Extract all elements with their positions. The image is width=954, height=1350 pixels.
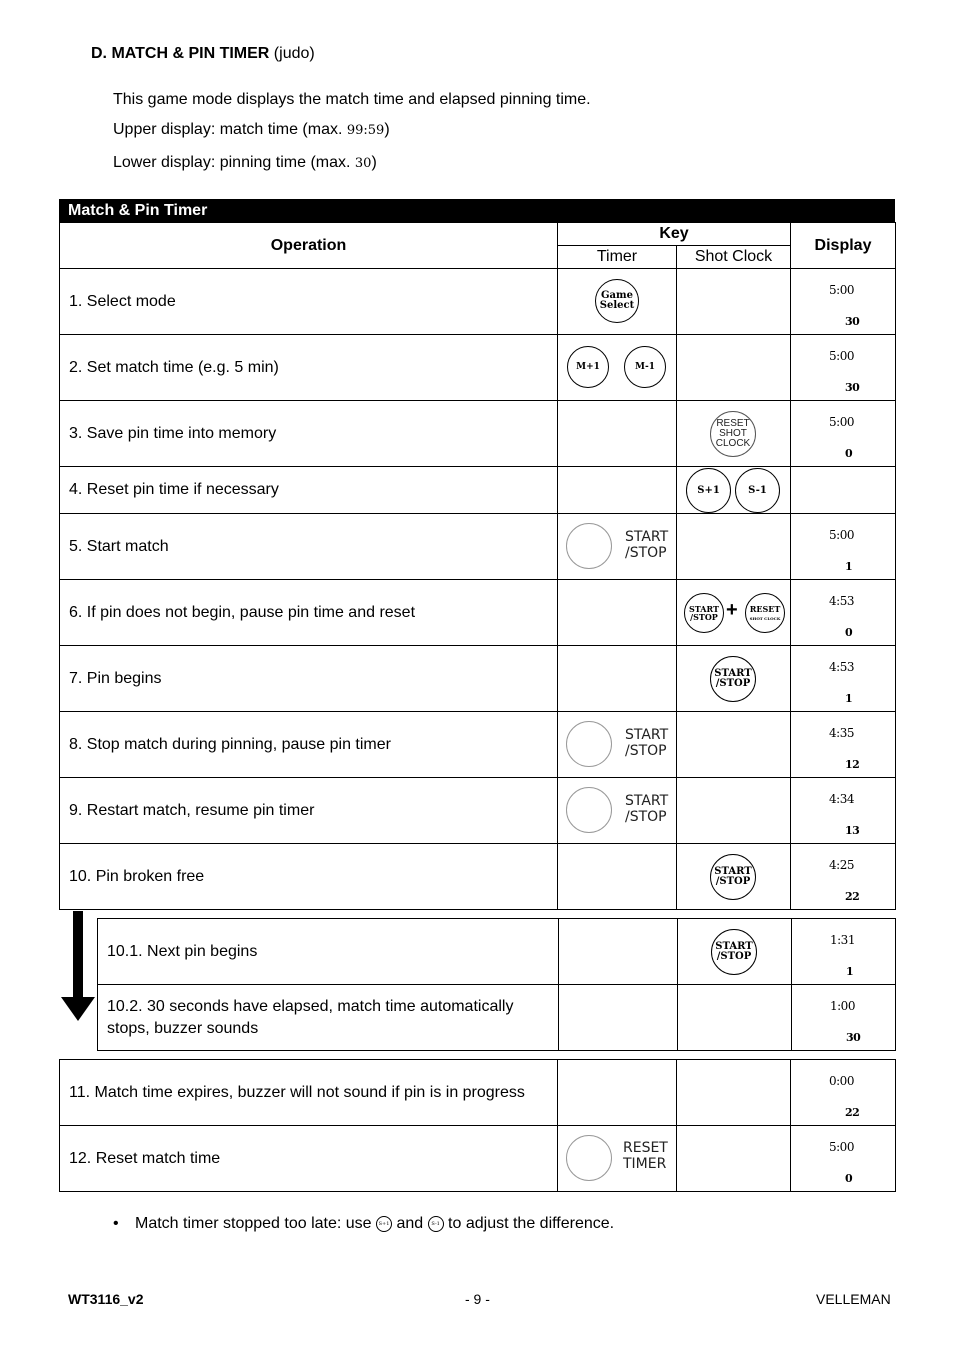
start-stop-label-2: /STOP [716,951,752,962]
sub-table [97,918,896,1051]
display-cell [791,844,896,910]
game-select-label-1: Game [601,290,633,301]
display-match-time: 5:00 [829,415,854,429]
shot-clock-key-cell [677,514,791,580]
header-display: Display [791,223,896,269]
display-match-time: 4:25 [829,858,854,872]
display-pin-time: 12 [845,758,860,771]
display-cell [791,778,896,844]
timer-key-cell [558,1126,677,1192]
bullet-pre: Match timer stopped too late: use [135,1215,377,1232]
operation-cell: 6. If pin does not begin, pause pin time and reset [60,580,558,646]
table-row [60,580,896,646]
display-match-time: 5:00 [829,283,854,297]
start-stop-label-2: /STOP [625,809,667,825]
table-row [60,1126,896,1192]
intro-line-2-num: 99:59 [346,123,385,138]
shot-clock-key-cell [677,580,791,646]
reset-small-label-2: SHOT CLOCK [749,616,781,621]
bullet-note [113,1215,614,1233]
display-cell [791,335,896,401]
shot-clock-key-cell [677,401,791,467]
shot-clock-key-cell [677,269,791,335]
intro-line-3-num: 30 [354,156,372,171]
start-stop-small-label-2: /STOP [690,612,718,622]
operation-cell: 1. Select mode [60,269,558,335]
display-pin-time: 1 [846,965,854,978]
header-timer: Timer [558,246,677,269]
display-match-time: 5:00 [829,349,854,363]
s-minus-button-icon: S-1 [735,468,780,513]
s-plus-button-icon: S+1 [686,468,731,513]
m-plus-button-icon: M+1 [567,346,609,388]
timer-key-cell [558,1060,677,1126]
display-match-time: 4:35 [829,726,854,740]
timer-key-cell [558,646,677,712]
display-pin-time: 22 [845,1106,860,1119]
display-match-time: 5:00 [829,528,854,542]
shot-clock-key-cell [677,1060,791,1126]
reset-shot-clock-label-1: RESET [716,418,750,429]
start-stop-button-icon [711,929,757,975]
section-heading-bold: D. MATCH & PIN TIMER [91,45,270,62]
shot-clock-key-cell [677,335,791,401]
display-pin-time: 0 [845,626,853,639]
shot-clock-key-cell [678,985,792,1051]
display-pin-time: 0 [845,447,853,460]
table-row [60,646,896,712]
shot-clock-key-cell [677,778,791,844]
display-pin-time: 13 [845,824,860,837]
operation-cell: 4. Reset pin time if necessary [60,467,558,514]
table-row [98,985,896,1051]
intro-line-2-pre: Upper display: match time (max. [113,121,347,138]
display-cell [791,401,896,467]
intro-line-3-pre: Lower display: pinning time (max. [113,154,355,171]
shot-clock-key-cell [677,646,791,712]
shot-clock-key-cell [677,467,791,514]
display-cell [791,1126,896,1192]
footer-model: WT3116_v2 [68,1291,144,1307]
display-cell [791,269,896,335]
start-stop-label-1: START [714,668,752,679]
reset-timer-button-icon [566,1135,612,1181]
display-cell [791,712,896,778]
display-cell [791,646,896,712]
shot-clock-key-cell [677,1126,791,1192]
operation-cell: 10. Pin broken free [60,844,558,910]
display-match-time: 0:00 [829,1074,854,1088]
operation-cell: 12. Reset match time [60,1126,558,1192]
intro-line-3 [113,154,377,172]
start-stop-label-2: /STOP [715,678,751,689]
bullet-post: to adjust the difference. [443,1215,615,1232]
operation-cell: 2. Set match time (e.g. 5 min) [60,335,558,401]
display-pin-time: 30 [845,315,860,328]
start-stop-button-icon [566,523,612,569]
start-stop-button-icon [710,854,756,900]
table-row [60,401,896,467]
timer-key-cell [558,335,677,401]
m-minus-button-icon: M-1 [624,346,666,388]
table-row [60,335,896,401]
operation-cell: 7. Pin begins [60,646,558,712]
start-stop-label [625,529,668,561]
start-stop-button-icon [566,787,612,833]
reset-shot-clock-button-icon [710,411,756,457]
timer-key-cell [558,844,677,910]
table-row [60,778,896,844]
display-pin-time: 0 [845,1172,853,1185]
start-stop-label-2: /STOP [715,876,751,887]
reset-shot-clock-label-3: CLOCK [715,438,751,449]
start-stop-label-2: /STOP [625,743,667,759]
start-stop-label [625,793,668,825]
display-match-time: 4:34 [829,792,854,806]
display-pin-time: 30 [846,1031,861,1044]
display-cell [791,1060,896,1126]
section-heading [91,45,315,63]
display-match-time: 4:53 [829,660,854,674]
table-row [60,1060,896,1126]
game-select-label-2: Select [599,300,635,311]
start-stop-label-1: START [715,941,753,952]
operation-cell: 9. Restart match, resume pin timer [60,778,558,844]
header-shot-clock: Shot Clock [677,246,791,269]
reset-shot-clock-label-2: SHOT [719,428,747,439]
display-match-time: 4:53 [829,594,854,608]
display-match-time: 1:31 [830,933,855,947]
table-row [60,514,896,580]
end-table [59,1059,896,1192]
display-cell [791,514,896,580]
start-stop-small-label-1: START [689,604,719,614]
start-stop-label [625,727,668,759]
start-stop-label-1: START [625,793,669,809]
operation-cell: 3. Save pin time into memory [60,401,558,467]
timer-key-cell [558,580,677,646]
display-cell [792,985,896,1051]
start-stop-button-icon [684,593,724,633]
start-stop-label-2: /STOP [625,545,667,561]
display-pin-time: 1 [845,692,853,705]
table-row [60,269,896,335]
table-row [60,844,896,910]
display-cell [792,919,896,985]
timer-key-cell [558,778,677,844]
display-cell [791,467,896,514]
table-row [98,919,896,985]
bullet-mid: and [392,1215,428,1232]
header-key: Key [558,223,791,246]
match-pin-table [59,222,896,910]
timer-key-cell [558,467,677,514]
bullet-dot-icon: • [113,1215,119,1232]
start-stop-label-1: START [625,727,669,743]
s-plus-mini-icon: S+1 [376,1216,392,1232]
game-select-button-icon [595,279,639,323]
section-heading-rest: (judo) [269,45,315,62]
timer-key-cell [558,712,677,778]
plus-sign: + [726,599,738,621]
timer-key-cell [558,401,677,467]
table-row [60,712,896,778]
timer-key-cell [558,269,677,335]
reset-small-label-1: RESET [749,604,781,614]
shot-clock-key-cell [677,844,791,910]
operation-cell: 10.1. Next pin begins [98,919,559,985]
shot-clock-key-cell [678,919,792,985]
intro-line-3-post: ) [371,154,377,171]
intro-line-2 [113,121,390,139]
reset-timer-label [623,1140,668,1172]
footer-brand: VELLEMAN [816,1291,891,1307]
start-stop-label-1: START [714,866,752,877]
display-match-time: 5:00 [829,1140,854,1154]
reset-shot-clock-button-icon [745,593,785,633]
reset-timer-label-1: RESET [623,1140,668,1156]
display-cell [791,580,896,646]
operation-cell: 10.2. 30 seconds have elapsed, match time automatically stops, buzzer sounds [98,985,559,1051]
footer-page-number: - 9 - [465,1291,490,1307]
intro-line-2-post: ) [384,121,390,138]
intro-line-1: This game mode displays the match time and elapsed pinning time. [113,91,591,108]
start-stop-label-1: START [625,529,669,545]
operation-cell: 11. Match time expires, buzzer will not sound if pin is in progress [60,1060,558,1126]
shot-clock-key-cell [677,712,791,778]
s-minus-mini-icon: S-1 [428,1216,444,1232]
operation-cell: 8. Stop match during pinning, pause pin timer [60,712,558,778]
table-title: Match & Pin Timer [59,199,895,222]
timer-key-cell [558,514,677,580]
start-stop-button-icon [710,656,756,702]
reset-timer-label-2: TIMER [623,1156,667,1172]
timer-key-cell [559,985,678,1051]
timer-key-cell [559,919,678,985]
display-match-time: 1:00 [830,999,855,1013]
start-stop-button-icon [566,721,612,767]
down-arrow-icon [61,911,95,1023]
display-pin-time: 1 [845,560,853,573]
display-pin-time: 30 [845,381,860,394]
header-operation: Operation [60,223,558,269]
table-row [60,467,896,514]
display-pin-time: 22 [845,890,860,903]
operation-cell: 5. Start match [60,514,558,580]
